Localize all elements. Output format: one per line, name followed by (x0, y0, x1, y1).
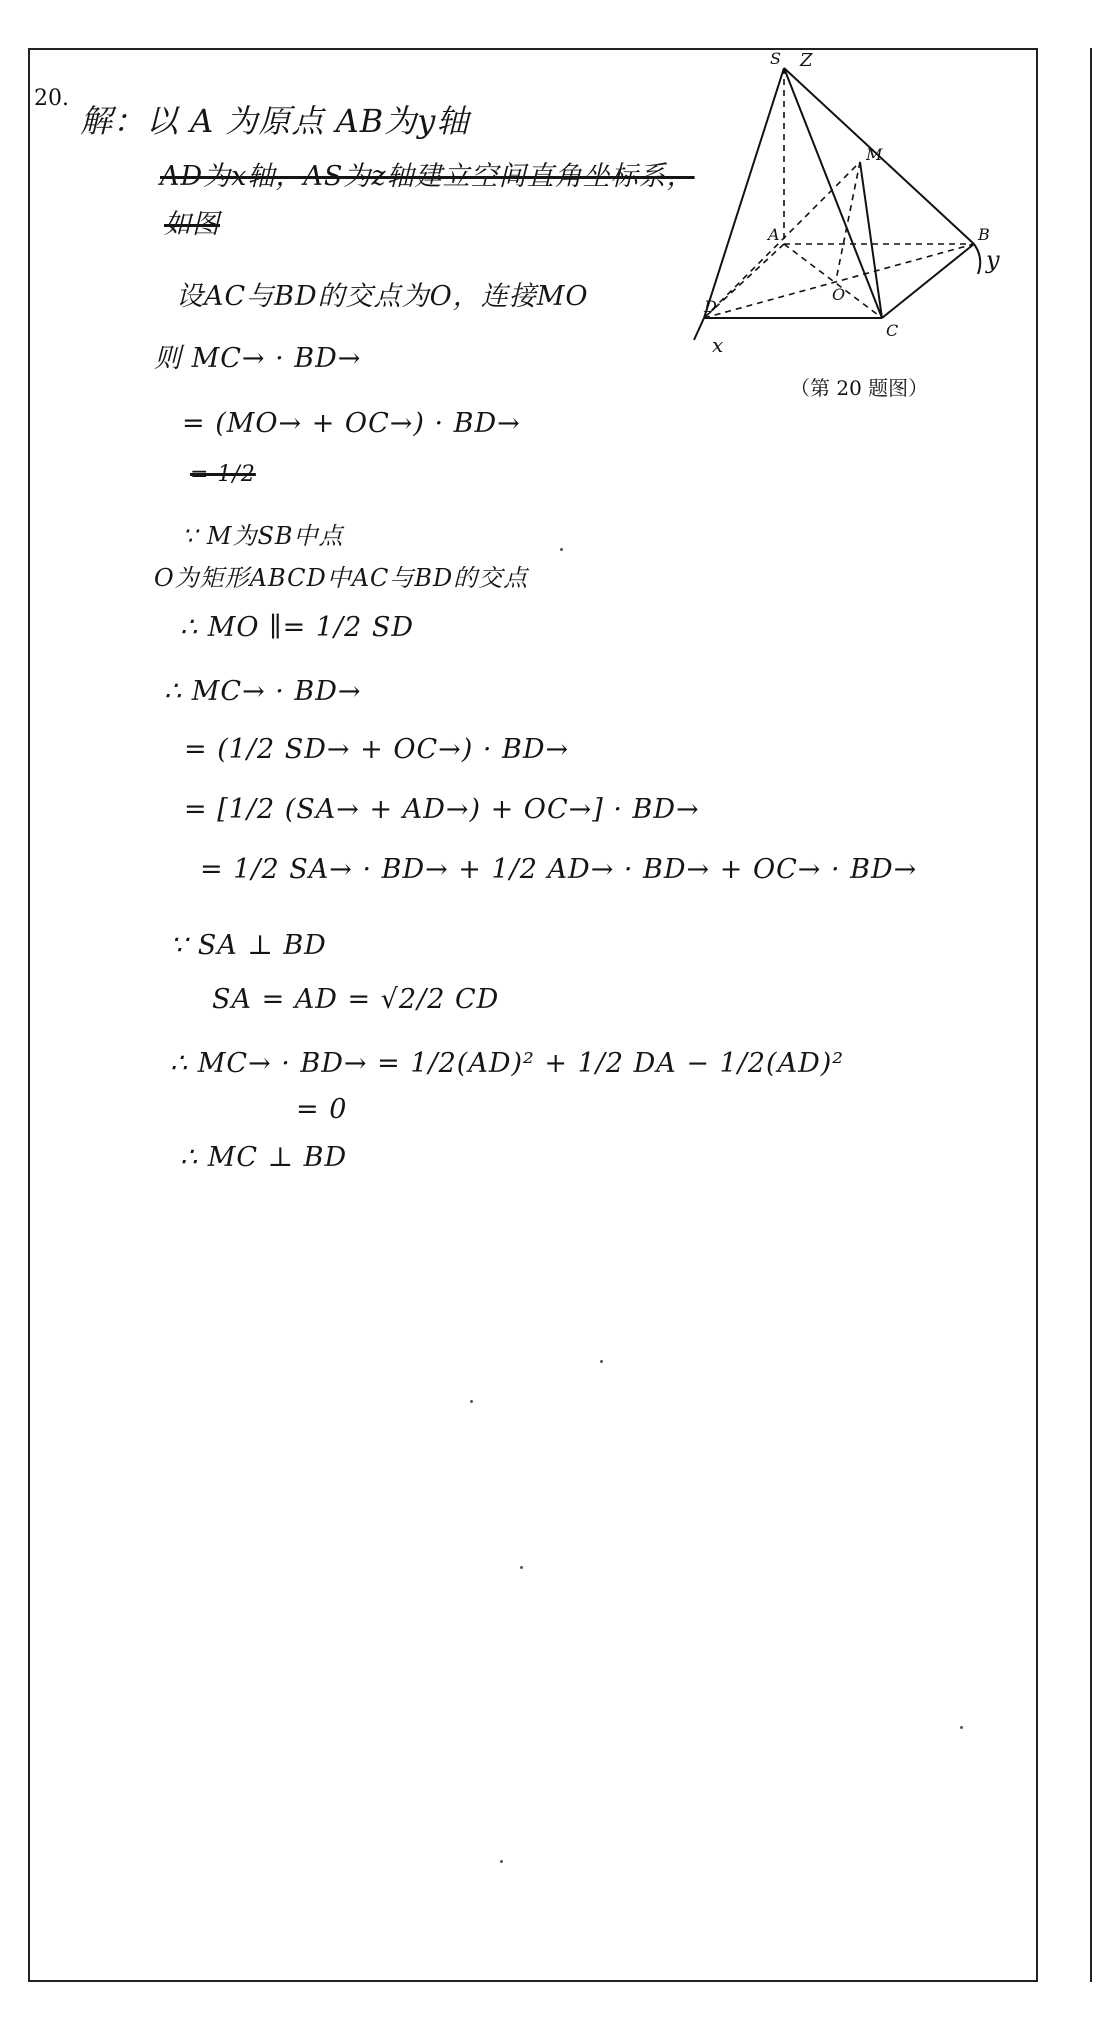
solution-line-4: 设AC与BD的交点为O，连接MO (176, 281, 589, 312)
figure-caption: （第 20 题图） (790, 376, 929, 400)
edge-SC (784, 68, 882, 318)
edge-CB (882, 244, 974, 318)
edge-SD (704, 68, 784, 318)
solution-line-9: O为矩形ABCD中AC与BD的交点 (154, 564, 529, 592)
label-C: C (886, 321, 899, 340)
line-MO (836, 162, 860, 280)
pyramid-figure (690, 50, 1030, 360)
edge-MC (860, 162, 882, 318)
solution-line-13: = [1/2 (SA→ + AD→) + OC→] · BD→ (184, 794, 700, 825)
solution-line-17: ∴ MC→ · BD→ = 1/2(AD)² + 1/2 DA − 1/2(AD)² (170, 1048, 845, 1079)
solution-line-18: = 0 (296, 1094, 348, 1125)
label-O: O (832, 285, 846, 304)
solution-line-7: = 1/2 (190, 462, 256, 487)
label-y: y (986, 246, 1000, 274)
solution-line-19: ∴ MC ⊥ BD (180, 1142, 348, 1173)
scan-speck (520, 1566, 523, 1569)
solution-line-15: ∵ SA ⊥ BD (170, 930, 327, 961)
label-S: S (770, 50, 781, 68)
scan-speck (500, 1860, 503, 1863)
scan-speck (600, 1360, 603, 1363)
solution-line-11: ∴ MC→ · BD→ (164, 676, 362, 707)
solution-line-16: SA = AD = √2/2 CD (212, 984, 500, 1015)
solution-line-12: = (1/2 SD→ + OC→) · BD→ (184, 734, 570, 765)
diag-BD (704, 244, 974, 318)
label-Z: Z (800, 50, 813, 71)
solution-line-6: = (MO→ + OC→) · BD→ (182, 408, 521, 439)
label-A: A (768, 225, 780, 244)
solution-line-14: = 1/2 SA→ · BD→ + 1/2 AD→ · BD→ + OC→ · BD→ (200, 854, 918, 885)
adjacent-answer-box (1090, 48, 1104, 1982)
scan-speck (960, 1726, 963, 1729)
label-B: B (978, 225, 990, 244)
solution-line-1: 解：以 A 为原点 AB为y轴 (80, 102, 470, 140)
solution-line-10: ∴ MO ∥= 1/2 SD (180, 612, 414, 643)
question-number: 20. (34, 86, 69, 111)
label-D: D (704, 297, 717, 316)
solution-line-8: ∵ M为SB中点 (182, 522, 344, 550)
label-x: x (712, 333, 724, 357)
solution-line-5: 则 MC→ · BD→ (154, 343, 362, 374)
y-axis-tip (974, 244, 980, 274)
solution-line-3: 如图 (164, 209, 220, 240)
scan-speck (470, 1400, 473, 1403)
scan-speck (560, 548, 563, 551)
x-axis-tip (694, 318, 704, 340)
label-M: M (866, 145, 883, 164)
solution-line-2: AD为x轴，AS为z轴建立空间直角坐标系， (160, 161, 695, 192)
